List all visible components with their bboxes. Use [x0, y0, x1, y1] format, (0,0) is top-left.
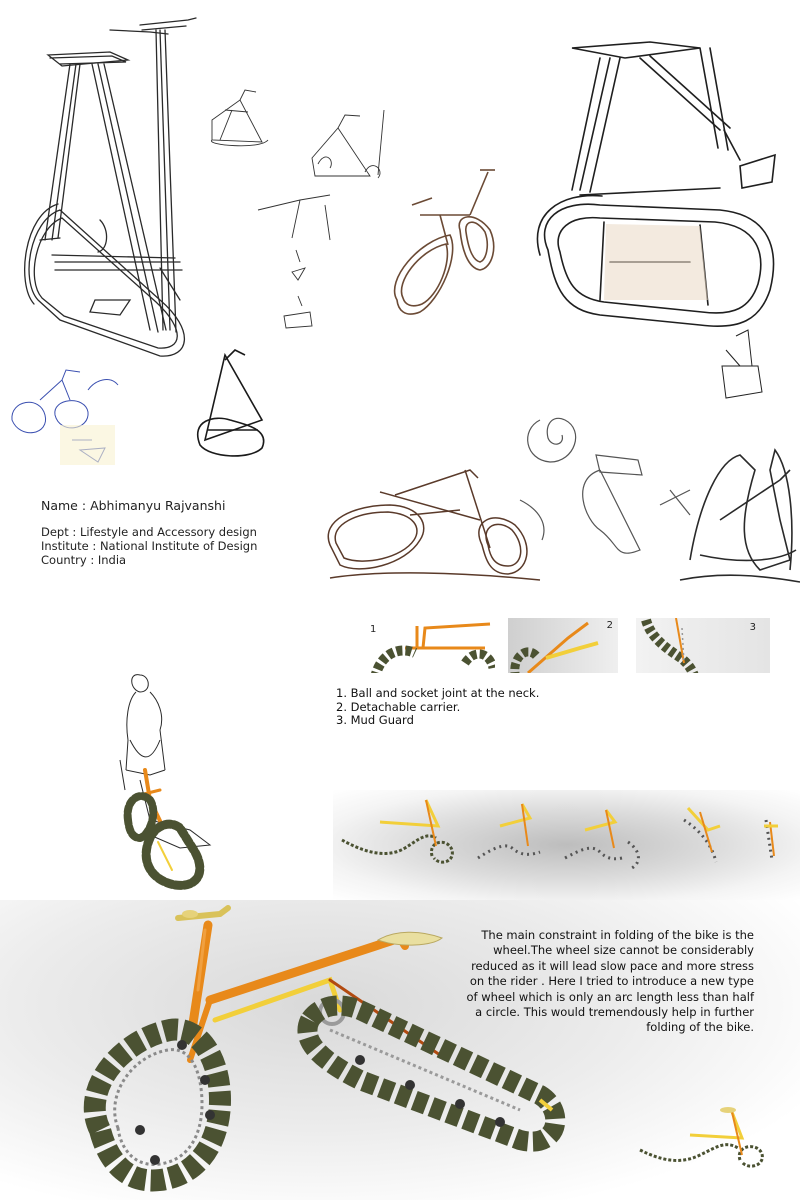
wheel-description: [436, 928, 754, 1036]
description-line: wheel.The wheel size cannot be considerably: [493, 943, 754, 958]
feature-item: 2. Detachable carrier.: [336, 699, 461, 714]
feature-item: 3. Mud Guard: [336, 713, 414, 727]
description-line: a circle. This would tremendously help in further: [475, 1005, 754, 1020]
dept-value: Lifestyle and Accessory design: [79, 525, 257, 539]
country-label: Country: [41, 553, 87, 567]
description-line: The main constraint in folding of the bike is the: [481, 928, 754, 942]
description-line: on the rider . Here I tried to introduce a new type: [469, 974, 754, 989]
institute-line: Institute : National Institute of Design: [41, 539, 258, 553]
designer-name: Abhimanyu Rajvanshi: [90, 498, 226, 513]
thumbnail-number: 3: [749, 622, 756, 633]
country-line: Country : India: [41, 553, 127, 567]
institute-label: Institute: [41, 539, 89, 553]
dept-label: Dept: [41, 525, 69, 539]
thumbnail-number: 2: [606, 620, 613, 631]
dept-line: Dept : Lifestyle and Accessory design: [41, 525, 257, 539]
description-line: folding of the bike.: [646, 1020, 754, 1035]
thumbnail-number: 1: [370, 624, 377, 635]
description-line: reduced as it will lead slow pace and more stress: [471, 958, 754, 973]
name-label: Name: [41, 498, 78, 513]
country-value: India: [97, 553, 127, 567]
institute-value: National Institute of Design: [99, 539, 258, 553]
description-line: of wheel which is only an arc length less than half: [466, 989, 754, 1004]
feature-item: 1. Ball and socket joint at the neck.: [336, 686, 540, 700]
designer-name-line: Name : Abhimanyu Rajvanshi: [41, 498, 226, 513]
